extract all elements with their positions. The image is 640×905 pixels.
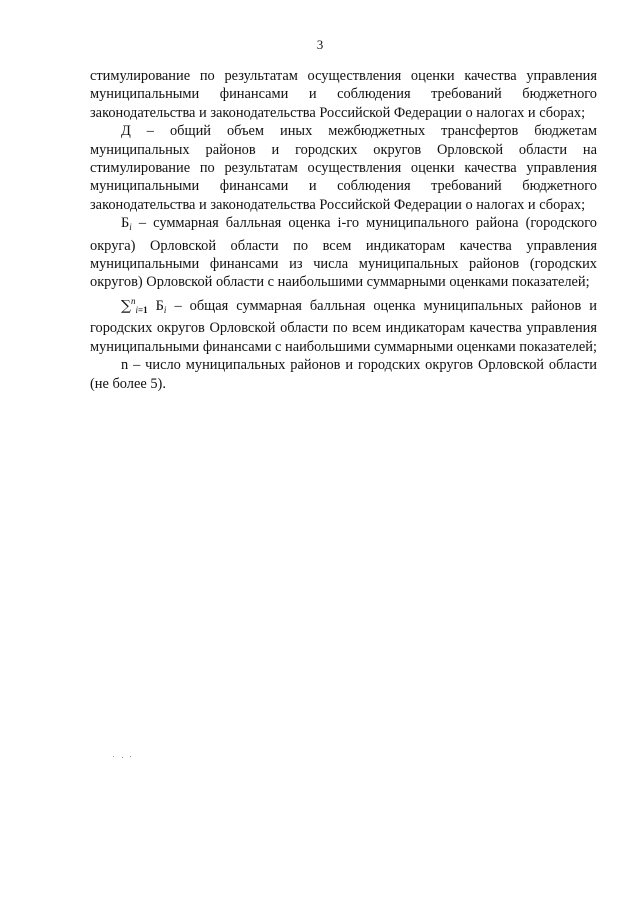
scan-specks: [113, 756, 143, 758]
sum-lower-limit: [136, 305, 148, 315]
sum-sign: ∑: [121, 297, 131, 314]
paragraph-definition-d: Д – общий объем иных межбюджетных трансфертов бюджетам муниципальных районов и городских округов Орловской области на стимулирование по результатам осуществления оценки качества управления муниципальными финансами и соблюдения требований бюджетного законодательства и законодательства Российской Федерации о налогах и сборах;: [90, 123, 597, 213]
paragraph-continuation: стимулирование по результатам осуществления оценки качества управления муниципальными финансами и соблюдения требований бюджетного законодательства и законодательства Российской Федерации о налогах и сборах;: [90, 68, 597, 121]
symbol-subscript-i: i: [163, 304, 167, 315]
symbol-b: Б: [121, 215, 130, 232]
definition-text: – суммарная балльная оценка i-го муниципального района (городского округа) Орловской области по всем индикаторам качества управления муниципальными финансами из числа муниципальных районов (городских округов) Орловской области с наибольшими суммарными оценками показателей;: [90, 215, 597, 291]
definition-text: – общая суммарная балльная оценка муниципальных районов и городских округов Орловской области по всем индикаторам качества управления муниципальными финансами с наибольшими суммарными оценками показателей;: [90, 297, 597, 355]
symbol-subscript-i: i: [129, 222, 132, 233]
sum-upper-limit: n: [131, 295, 136, 306]
document-body: [90, 67, 597, 393]
page-number: 3: [316, 37, 324, 52]
symbol-b: Б: [147, 297, 164, 314]
sum-index-start: =1: [138, 304, 148, 315]
paragraph-definition-n: n – число муниципальных районов и городских округов Орловской области (не более 5).: [90, 357, 597, 392]
paragraph-definition-bi: [90, 214, 597, 292]
sum-index-var: i: [135, 304, 139, 315]
paragraph-definition-sum: [90, 292, 597, 356]
